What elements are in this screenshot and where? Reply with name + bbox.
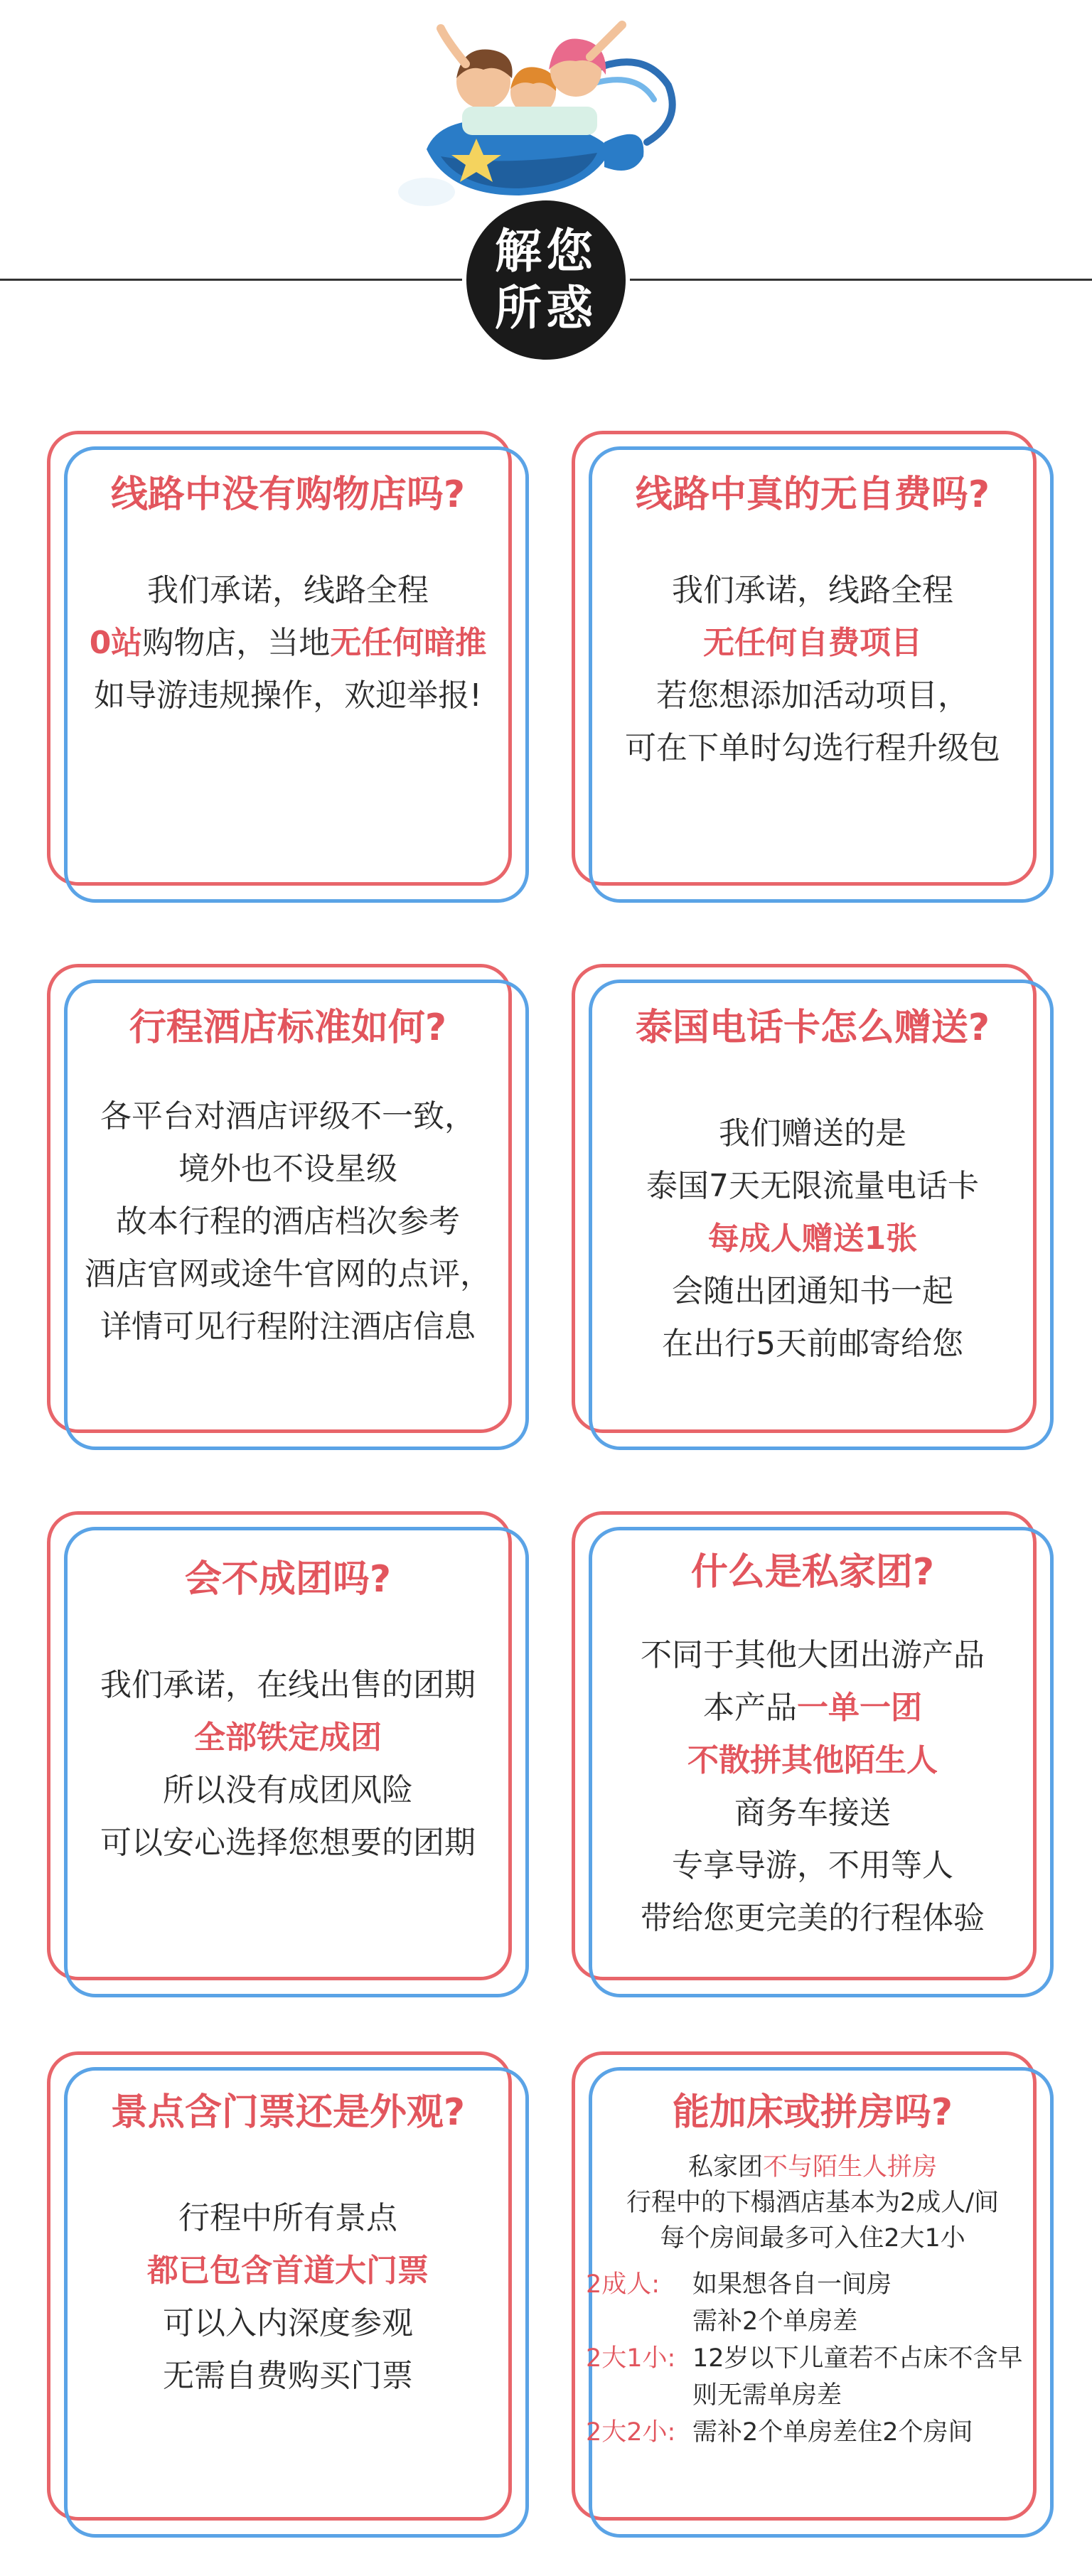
body-line: 酒店官网或途牛官网的点评， <box>85 1256 491 1292</box>
list-item <box>586 2303 1044 2340</box>
body-line <box>641 1682 985 1734</box>
body-line: 在出行5天前邮寄给您 <box>662 1326 963 1362</box>
body-line: 我们承诺，线路全程 <box>672 572 953 608</box>
body-text: 私家团 <box>687 2153 763 2181</box>
body-line: 可以安心选择您想要的团期 <box>100 1825 476 1861</box>
body-line <box>90 617 487 670</box>
card-body <box>147 2192 429 2403</box>
card-body <box>100 1659 476 1869</box>
option-key: 2大2小: <box>586 2418 676 2447</box>
body-line: 行程中的下榻酒店基本为2成人/间 <box>626 2189 1000 2217</box>
highlight-text: 每成人赠送1张 <box>707 1220 918 1257</box>
body-line: 详情可见行程附注酒店信息 <box>100 1309 476 1345</box>
list-item <box>586 2377 1044 2414</box>
body-line: 故本行程的酒店档次参考 <box>116 1203 460 1240</box>
body-line: 各平台对酒店评级不一致， <box>100 1098 476 1134</box>
badge-line-2: 所惑 <box>495 281 597 336</box>
body-line: 泰国7天无限流量电话卡 <box>646 1168 979 1204</box>
option-value: 需补2个单房差住2个房间 <box>692 2418 973 2447</box>
list-item <box>586 2414 1044 2451</box>
body-line: 商务车接送 <box>734 1795 891 1831</box>
body-line: 每个房间最多可入住2大1小 <box>660 2224 965 2253</box>
faq-card-self-pay <box>582 441 1044 896</box>
highlight-text: 全部铁定成团 <box>194 1719 382 1756</box>
card-title: 什么是私家团? <box>690 1551 935 1594</box>
highlight-text: 无任何暗推 <box>330 625 487 661</box>
card-title: 行程酒店标准如何? <box>129 1007 447 1049</box>
body-line: 专享导游，不用等人 <box>672 1847 953 1884</box>
card-body <box>625 564 1000 775</box>
highlight-text: 一单一团 <box>797 1690 922 1726</box>
faq-card-hotel <box>57 974 519 1443</box>
card-body <box>646 1107 979 1370</box>
body-line: 我们承诺，在线出售的团期 <box>100 1667 476 1703</box>
card-body <box>90 564 487 722</box>
option-value: 则无需单房差 <box>692 2381 842 2410</box>
body-line: 可以入内深度参观 <box>163 2305 413 2341</box>
option-value: 12岁以下儿童若不占床不含早 <box>692 2344 1023 2373</box>
body-line: 不同于其他大团出游产品 <box>641 1637 985 1673</box>
family-in-rocket-icon <box>398 14 697 227</box>
highlight-text: 不散拼其他陌生人 <box>687 1742 938 1778</box>
body-text: 本产品 <box>703 1690 797 1726</box>
option-value: 如果想各自一间房 <box>692 2270 892 2299</box>
body-line: 可在下单时勾选行程升级包 <box>625 730 1000 766</box>
body-line: 会随出团通知书一起 <box>672 1273 953 1309</box>
body-line: 行程中所有景点 <box>178 2200 397 2236</box>
option-key: 2大1小: <box>586 2344 676 2373</box>
card-title: 景点含门票还是外观? <box>110 2091 466 2134</box>
faq-card-tickets <box>57 2061 519 2531</box>
section-title-badge <box>466 200 626 360</box>
divider-line-right <box>630 279 1092 281</box>
body-line: 我们承诺，线路全程 <box>147 572 429 608</box>
body-line: 境外也不设星级 <box>178 1151 397 1187</box>
faq-card-group <box>57 1521 519 1990</box>
faq-card-private <box>582 1521 1044 1990</box>
card-title: 会不成团吗? <box>184 1558 392 1601</box>
badge-line-1: 解您 <box>495 224 597 279</box>
card-title: 泰国电话卡怎么赠送? <box>635 1007 990 1049</box>
option-key: 2成人: <box>586 2270 660 2299</box>
body-line: 带给您更完美的行程体验 <box>641 1900 985 1936</box>
room-options-list <box>582 2266 1044 2451</box>
card-title: 线路中没有购物店吗? <box>110 473 466 516</box>
faq-card-rooms <box>582 2061 1044 2531</box>
card-body <box>85 1090 491 1353</box>
body-text: 购物店，当地 <box>142 625 331 661</box>
list-item <box>586 2266 1044 2303</box>
body-line: 无需自费购买门票 <box>163 2358 413 2394</box>
divider-line-left <box>0 279 462 281</box>
highlight-text: 0站 <box>89 625 143 661</box>
card-title: 能加床或拼房吗? <box>672 2091 953 2134</box>
highlight-text: 都已包含首道大门票 <box>147 2253 429 2289</box>
body-line: 我们赠送的是 <box>719 1115 906 1152</box>
body-line: 如导游违规操作，欢迎举报! <box>94 677 482 714</box>
body-line: 若您想添加活动项目， <box>656 677 969 714</box>
body-line: 所以没有成团风险 <box>163 1772 413 1808</box>
highlight-text: 无任何自费项目 <box>703 625 922 661</box>
card-title: 线路中真的无自费吗? <box>635 473 990 516</box>
option-value: 需补2个单房差 <box>692 2307 858 2336</box>
faq-card-shopping <box>57 441 519 896</box>
card-body <box>641 1629 985 1945</box>
highlight-text: 不与陌生人拼房 <box>763 2153 938 2181</box>
body-line <box>626 2150 999 2185</box>
faq-card-sim <box>582 974 1044 1443</box>
card-body <box>626 2150 999 2256</box>
list-item <box>586 2340 1044 2377</box>
